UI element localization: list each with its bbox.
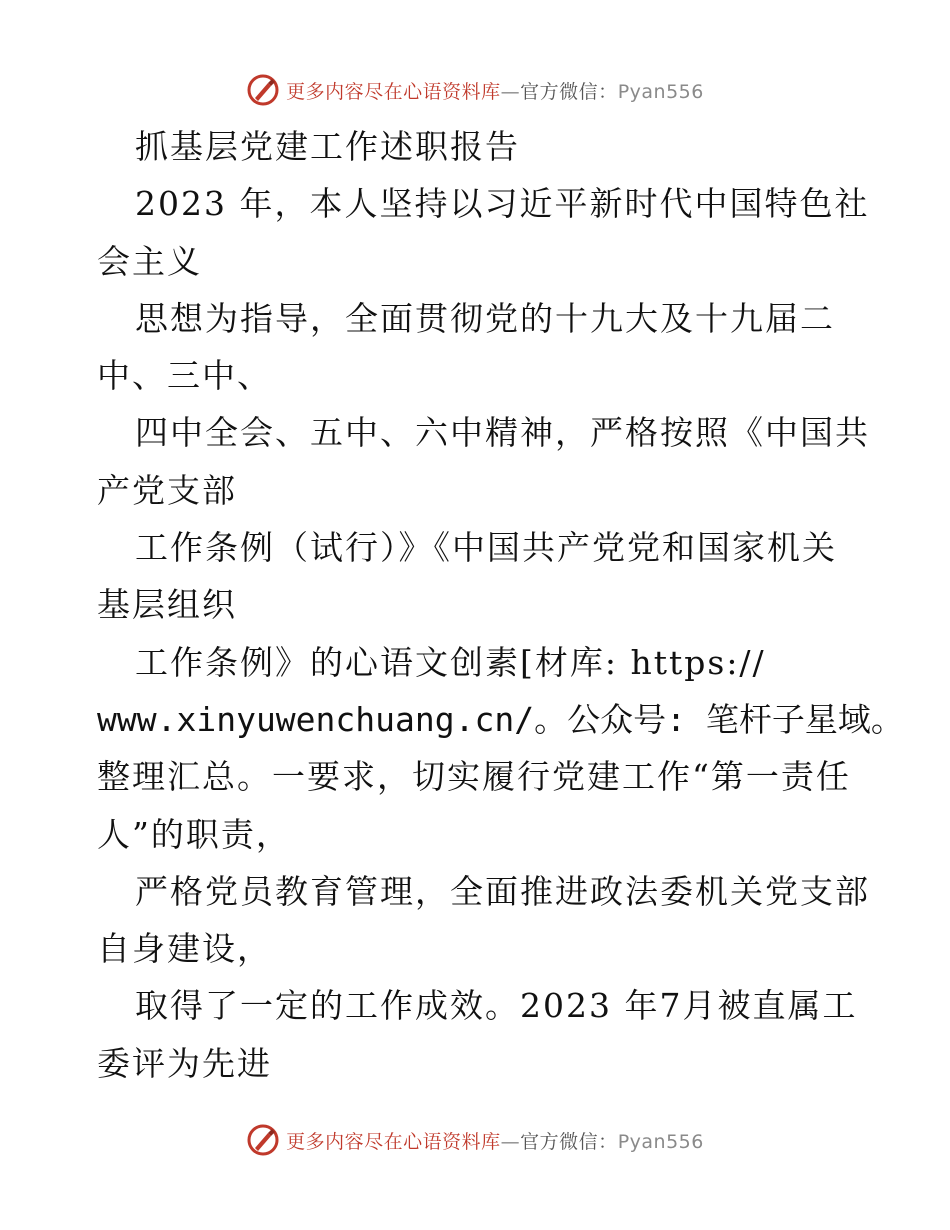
- doc-line: 工作条例（试行）》《中国共产党党和国家机关: [135, 528, 837, 568]
- doc-line: 2023 年，本人坚持以习近平新时代中国特色社: [135, 184, 870, 224]
- watermark-site-name: 更多内容尽在心语资料库: [286, 1130, 501, 1153]
- doc-line: 整理汇总。一要求，切实履行党建工作“第一责任: [97, 757, 851, 797]
- doc-line: 会主义: [97, 241, 202, 281]
- doc-line: 委评为先进: [97, 1043, 272, 1083]
- watermark-text: [286, 77, 704, 104]
- doc-line: 自身建设，: [97, 929, 272, 969]
- doc-line: 中、三中、: [97, 356, 272, 396]
- doc-line: 基层组织: [97, 585, 237, 625]
- header-watermark-banner: [0, 70, 950, 110]
- doc-line: 思想为指导，全面贯彻党的十九大及十九届二: [135, 298, 835, 338]
- doc-line: 四中全会、五中、六中精神，严格按照《中国共: [135, 413, 870, 453]
- doc-line-url: www.xinyuwenchuang.cn/。公众号: 笔杆子星域。: [97, 699, 904, 739]
- doc-line: 取得了一定的工作成效。2023 年7月被直属工: [135, 986, 858, 1026]
- watermark-wechat-id: Pyan556: [617, 80, 704, 103]
- footer-watermark-banner: [0, 1120, 950, 1160]
- doc-title: 抓基层党建工作述职报告: [135, 127, 520, 166]
- watermark-wechat-id: Pyan556: [617, 1130, 704, 1153]
- watermark-text: [286, 1127, 704, 1154]
- doc-line: 产党支部: [97, 470, 237, 510]
- pen-circle-logo-icon: [246, 1123, 280, 1157]
- document-body: [97, 118, 904, 1092]
- doc-line: 工作条例》的心语文创素[材库: https://: [135, 642, 766, 682]
- doc-line: 严格党员教育管理，全面推进政法委机关党支部: [135, 871, 870, 911]
- watermark-dash: —: [500, 80, 521, 103]
- pen-circle-logo-icon: [246, 73, 280, 107]
- watermark-wechat-label: 官方微信：: [520, 80, 618, 103]
- watermark-wechat-label: 官方微信：: [520, 1130, 618, 1153]
- doc-line: 人”的职责，: [97, 814, 291, 854]
- watermark-dash: —: [500, 1130, 521, 1153]
- watermark-site-name: 更多内容尽在心语资料库: [286, 80, 501, 103]
